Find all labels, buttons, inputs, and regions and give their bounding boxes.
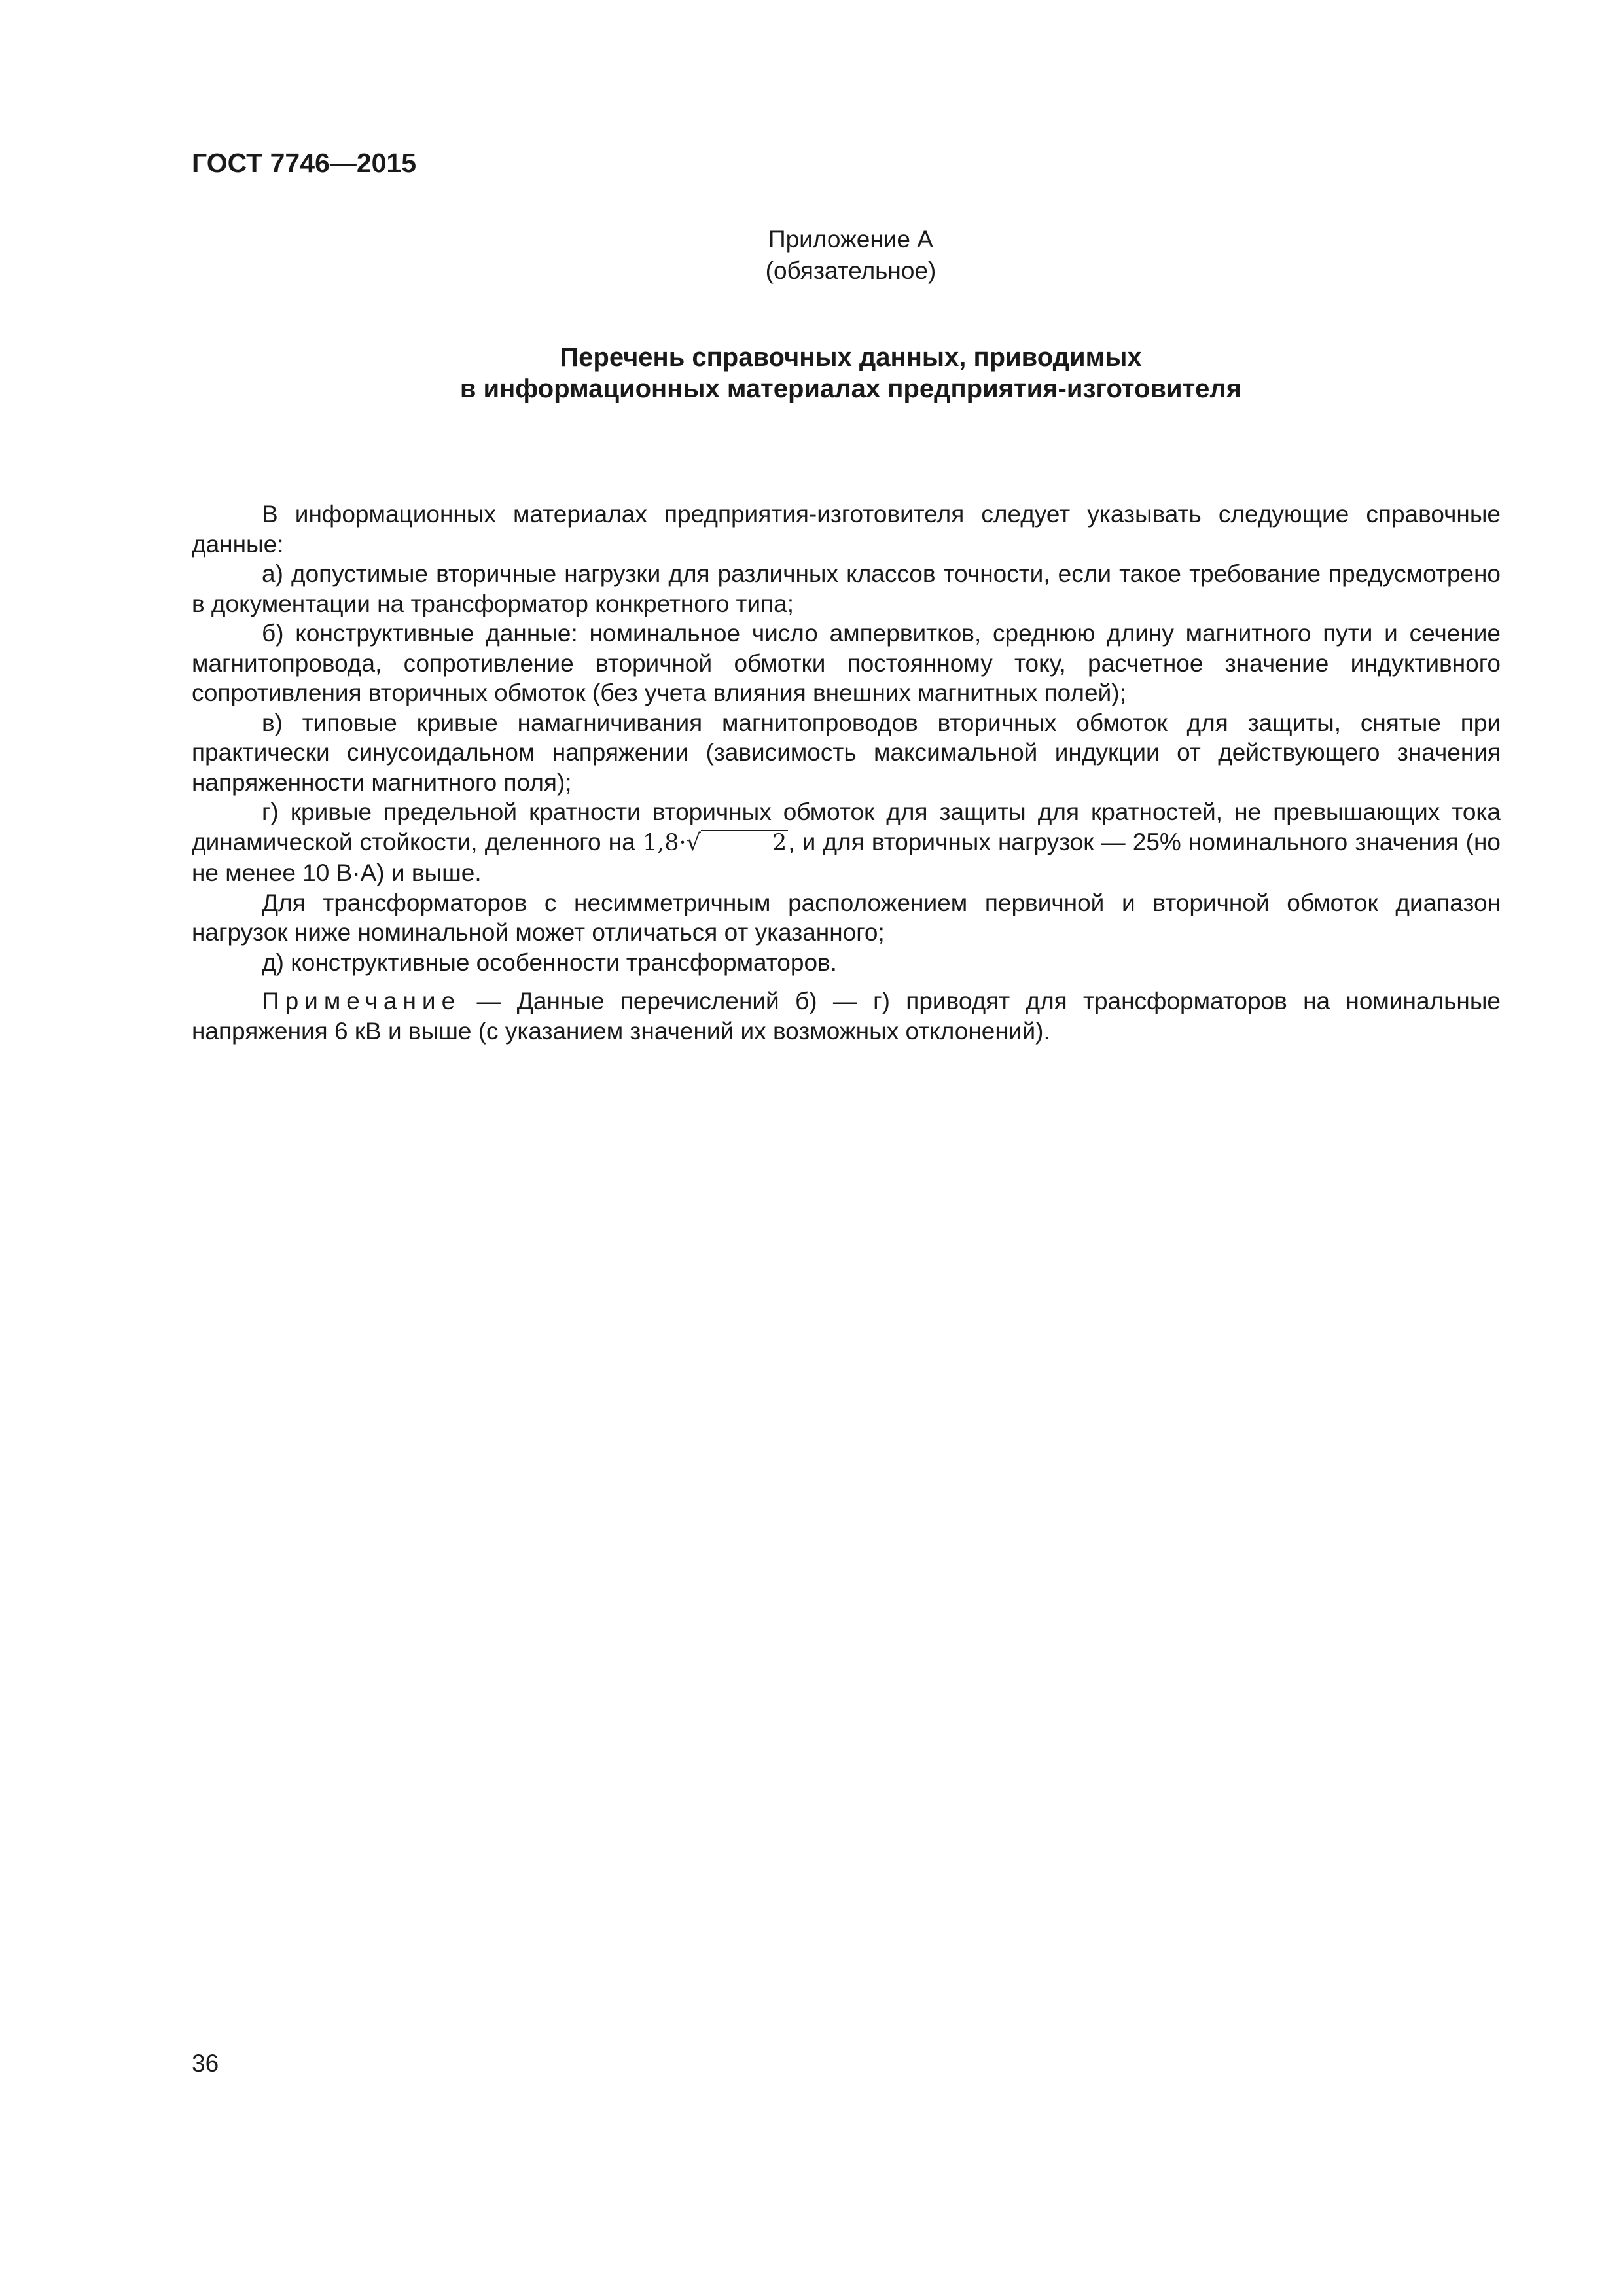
appendix-heading xyxy=(0,224,1623,287)
note-label: Примечание xyxy=(262,988,461,1014)
formula xyxy=(643,830,788,856)
paragraph-intro: В информационных материалах предприятия-изготовителя следует указывать следующие справочные данные: xyxy=(192,501,1501,558)
title-line-1: Перечень справочных данных, приводимых xyxy=(560,343,1142,372)
sqrt-sign: √ xyxy=(686,829,701,856)
list-item-g-text-2: , и для вторичных нагрузок — 25% номинального значения (но не менее 10 В·А) и выше. xyxy=(192,828,1501,886)
list-item-b: б) конструктивные данные: номинальное число ампервитков, среднюю длину магнитного пути и сечение магнитопровода, сопротивление вторичной обмотки постоянному току, расчетное значение индуктивного сопротивления вторичных обмоток (без учета влияния внешних магнитных полей); xyxy=(192,620,1501,706)
standard-header: ГОСТ 7746—2015 xyxy=(192,148,417,178)
list-item-v: в) типовые кривые намагничивания магнитопроводов вторичных обмоток для защиты, снятые при практически синусоидальном напряжении (зависимость максимальной индукции от действующего значения напряженности магнитного поля); xyxy=(192,709,1501,796)
list-item-d: д) конструктивные особенности трансформаторов. xyxy=(262,948,837,976)
list-item-g-text-1: г) кривые предельной кратности вторичных обмоток для защиты для кратностей, не превышающих тока динамической стойкости, деленного на xyxy=(192,798,1501,855)
note xyxy=(192,986,1501,1046)
note-text: — Данные перечислений б) — г) приводят для трансформаторов на номинальные напряжения 6 кВ и выше (с указанием значений их возможных отклонений). xyxy=(192,988,1501,1045)
body-text xyxy=(192,499,1501,1046)
appendix-status: (обязательное) xyxy=(765,257,936,284)
list-item-g xyxy=(192,797,1501,888)
formula-coefficient: 1,8 xyxy=(642,829,679,856)
title-line-2: в информационных материалах предприятия-изготовителя xyxy=(459,374,1242,403)
formula-operator: · xyxy=(679,829,687,856)
list-item-a: а) допустимые вторичные нагрузки для различных классов точности, если такое требование предусмотрено в документации на трансформатор конкретного типа; xyxy=(192,560,1501,617)
page-number: 36 xyxy=(192,2050,219,2077)
appendix-title xyxy=(0,342,1623,404)
appendix-label: Приложение А xyxy=(768,226,933,253)
list-item-g-extra: Для трансформаторов с несимметричным расположением первичной и вторичной обмоток диапазон нагрузок ниже номинальной может отличаться от указанного; xyxy=(192,889,1501,946)
formula-radicand: 2 xyxy=(701,830,788,855)
